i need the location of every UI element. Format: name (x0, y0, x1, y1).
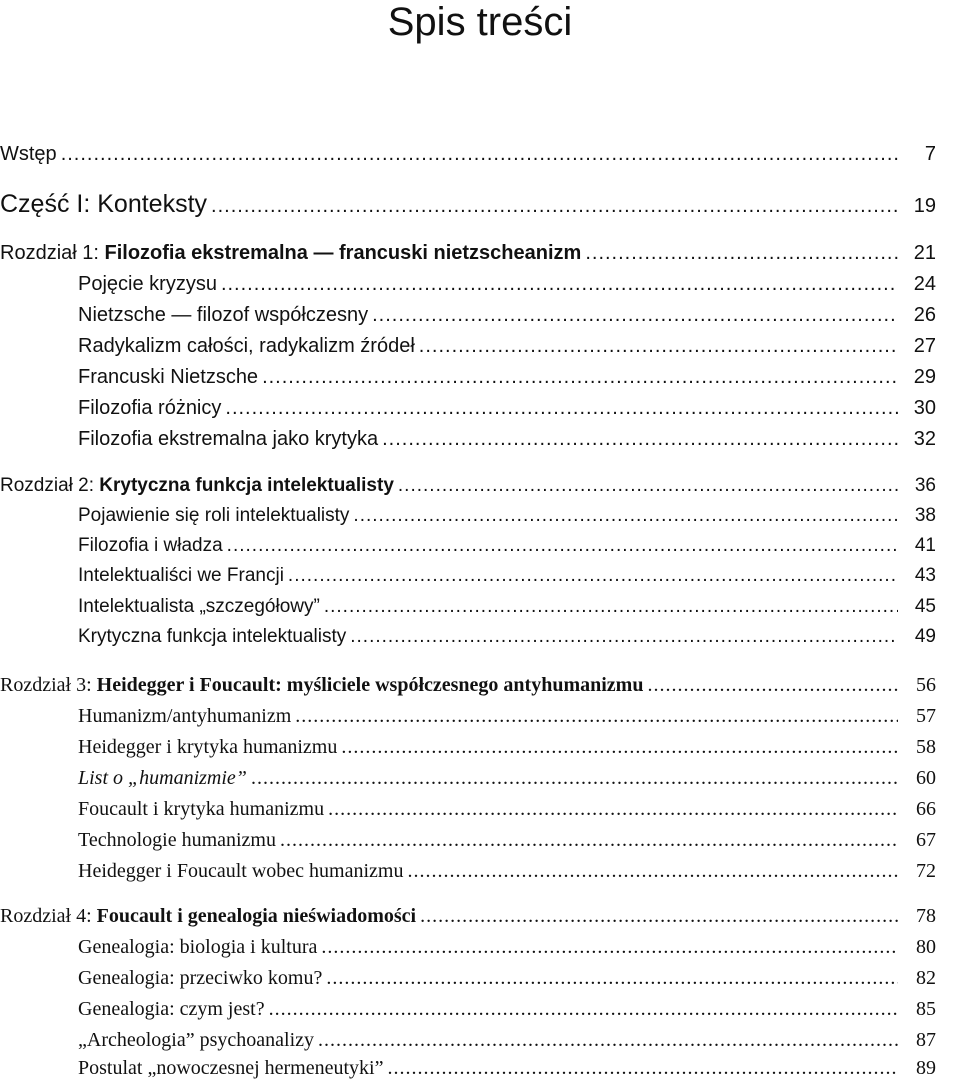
dot-leader (251, 767, 898, 790)
toc-entry-title: Krytyczna funkcja intelektualisty (78, 626, 347, 647)
toc-entry-title: Pojawienie się roli intelektualisty (78, 505, 350, 526)
toc-chapter[interactable] (0, 905, 936, 928)
toc-entry-page: 30 (913, 397, 936, 419)
toc-entry[interactable] (78, 936, 936, 959)
dot-leader (398, 475, 898, 497)
toc-chapter[interactable] (0, 242, 936, 265)
toc-entry-title: Radykalizm całości, radykalizm źródeł (78, 335, 415, 357)
toc-entry[interactable] (78, 304, 936, 327)
toc-chapter[interactable] (0, 674, 936, 697)
dot-leader (419, 335, 898, 358)
toc-entry-title: „Archeologia” psychoanalizy (78, 1029, 315, 1051)
toc-entry-title: Genealogia: przeciwko komu? (78, 967, 323, 989)
dot-leader (353, 505, 898, 527)
toc-entry[interactable] (78, 397, 936, 420)
toc-entry-page: 27 (913, 335, 936, 357)
toc-entry-page: 21 (913, 242, 936, 264)
toc-entry-page: 57 (916, 705, 936, 727)
toc-entry-page: 80 (916, 936, 936, 958)
toc-entry-page: 38 (914, 505, 936, 526)
dot-leader (341, 736, 898, 759)
dot-leader (318, 1029, 898, 1052)
chapter-number: Rozdział 3: (0, 674, 97, 696)
toc-entry-title: Genealogia: biologia i kultura (78, 936, 318, 958)
dot-leader (324, 596, 898, 618)
toc-entry[interactable] (78, 736, 936, 759)
dot-leader (225, 397, 898, 420)
toc-entry[interactable] (78, 1057, 936, 1080)
chapter-title: Filozofia ekstremalna — francuski nietzscheanizm (104, 242, 582, 264)
toc-entry-page: 89 (916, 1057, 936, 1079)
chapter-title: Krytyczna funkcja intelektualisty (99, 475, 394, 496)
toc-entry[interactable] (78, 1029, 936, 1052)
page-title: Spis treści (387, 0, 573, 44)
toc-entry[interactable] (78, 798, 936, 821)
dot-leader (420, 905, 898, 928)
toc-entry-page: 72 (916, 860, 936, 882)
toc-entry-title: Wstęp (0, 143, 57, 165)
dot-leader (211, 195, 898, 218)
toc-entry-page: 41 (914, 535, 936, 556)
toc-entry-title (0, 905, 416, 928)
toc-entry-page: 58 (916, 736, 936, 758)
toc-entry[interactable] (0, 143, 936, 166)
toc-entry-title (0, 475, 394, 497)
dot-leader (372, 304, 898, 327)
toc-entry-title: Intelektualiści we Francji (78, 565, 284, 586)
toc-entry-page: 43 (914, 565, 936, 586)
toc-entry-page: 45 (914, 596, 936, 617)
dot-leader (61, 143, 898, 166)
toc-entry-title: Filozofia ekstremalna jako krytyka (78, 428, 379, 450)
dot-leader (328, 798, 898, 821)
toc-entry[interactable] (78, 428, 936, 451)
dot-leader (288, 565, 898, 587)
dot-leader (585, 242, 898, 265)
toc-entry-title: Intelektualista „szczegółowy” (78, 596, 320, 617)
dot-leader (221, 273, 898, 296)
toc-chapter[interactable] (0, 475, 936, 497)
dot-leader (321, 936, 898, 959)
dot-leader (295, 705, 898, 728)
toc-entry-page: 24 (913, 273, 936, 295)
toc-entry-title: Część I: Konteksty (0, 190, 208, 218)
dot-leader (280, 829, 898, 852)
toc-entry[interactable] (78, 626, 936, 648)
toc-entry-page: 36 (914, 475, 936, 496)
dot-leader (227, 535, 898, 557)
toc-entry-page: 29 (913, 366, 936, 388)
chapter-title: Foucault i genealogia nieświadomości (96, 905, 417, 927)
toc-entry-page: 85 (916, 998, 936, 1020)
toc-entry[interactable] (78, 767, 936, 790)
toc-entry[interactable] (78, 273, 936, 296)
toc-entry-page: 67 (916, 829, 936, 851)
toc-entry-title: Heidegger i krytyka humanizmu (78, 736, 338, 758)
dot-leader (382, 428, 898, 451)
toc-entry[interactable] (78, 565, 936, 587)
toc-entry[interactable] (78, 535, 936, 557)
toc-entry-title: Pojęcie kryzysu (78, 273, 217, 295)
toc-entry-page: 32 (913, 428, 936, 450)
toc-entry-page: 56 (916, 674, 936, 696)
toc-entry-title (0, 242, 581, 265)
dot-leader (387, 1057, 898, 1080)
toc-entry-title: Genealogia: czym jest? (78, 998, 265, 1020)
toc-entry-title: List o „humanizmie” (78, 767, 247, 789)
dot-leader (262, 366, 898, 389)
chapter-title: Heidegger i Foucault: myśliciele współczesnego antyhumanizmu (96, 674, 644, 696)
toc-entry-title: Technologie humanizmu (78, 829, 276, 851)
toc-entry-title: Humanizm/antyhumanizm (78, 705, 292, 727)
toc-entry-page: 26 (913, 304, 936, 326)
dot-leader (407, 860, 898, 883)
toc-entry-page: 49 (914, 626, 936, 647)
toc-entry-title: Foucault i krytyka humanizmu (78, 798, 325, 820)
toc-entry[interactable] (78, 505, 936, 527)
dot-leader (647, 674, 898, 697)
toc-entry-title: Heidegger i Foucault wobec humanizmu (78, 860, 404, 882)
toc-entry[interactable] (78, 335, 936, 358)
toc-entry[interactable] (78, 829, 936, 852)
toc-entry-page: 78 (916, 905, 936, 927)
toc-entry-page: 19 (913, 195, 936, 217)
dot-leader (350, 626, 898, 648)
chapter-number: Rozdział 1: (0, 242, 105, 264)
toc-entry-title: Postulat „nowoczesnej hermeneutyki” (78, 1057, 384, 1079)
chapter-number: Rozdział 4: (0, 905, 97, 927)
toc-entry[interactable] (78, 366, 936, 389)
toc-entry[interactable] (78, 967, 936, 990)
toc-entry[interactable] (78, 860, 936, 883)
dot-leader (269, 998, 898, 1021)
dot-leader (326, 967, 898, 990)
toc-entry-page: 87 (916, 1029, 936, 1051)
toc-entry-page: 82 (916, 967, 936, 989)
toc-entry[interactable] (78, 998, 936, 1021)
toc-entry[interactable] (78, 705, 936, 728)
toc-entry-title: Filozofia różnicy (78, 397, 222, 419)
toc-entry[interactable] (78, 596, 936, 618)
toc-entry-page: 66 (916, 798, 936, 820)
toc-entry-title (0, 674, 643, 697)
toc-entry-page: 60 (916, 767, 936, 789)
chapter-number: Rozdział 2: (0, 475, 100, 496)
toc-entry[interactable] (0, 190, 936, 219)
toc-entry-title: Francuski Nietzsche (78, 366, 259, 388)
toc-entry-title: Nietzsche — filozof współczesny (78, 304, 369, 326)
toc-entry-title: Filozofia i władza (78, 535, 223, 556)
toc-entry-page: 7 (924, 143, 936, 165)
